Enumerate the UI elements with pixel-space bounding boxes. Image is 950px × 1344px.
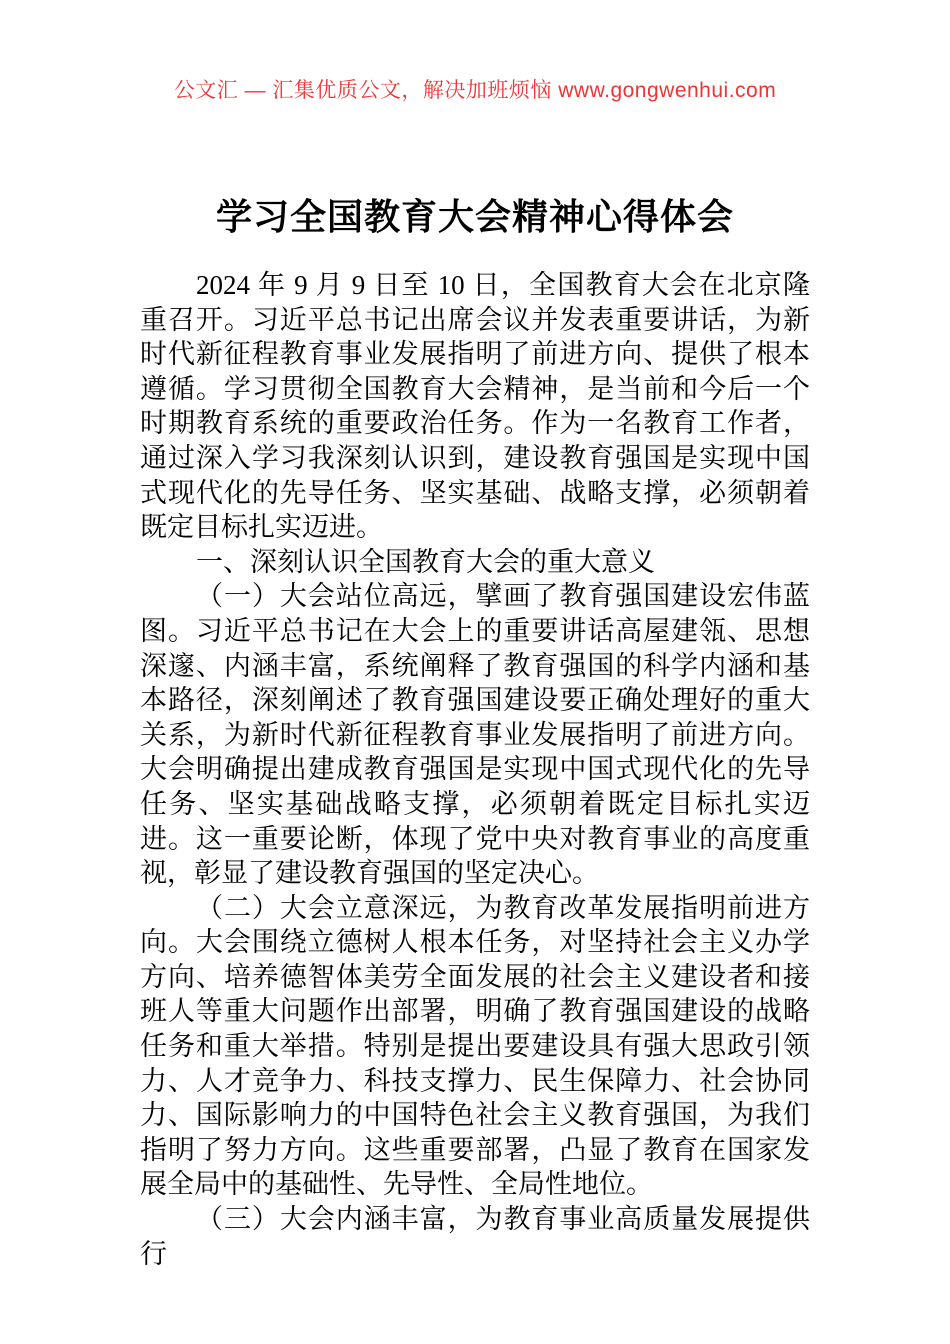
paragraph-point-1: （一）大会站位高远，擘画了教育强国建设宏伟蓝图。习近平总书记在大会上的重要讲话高屋建瓴、思想深邃、内涵丰富，系统阐释了教育强国的科学内涵和基本路径，深刻阐述了教育强国建设要正确处理好的重大关系，为新时代新征程教育事业发展指明了前进方向。大会明确提出建成教育强国是实现中国式现代化的先导任务、坚实基础战略支撑，必须朝着既定目标扎实迈进。这一重要论断，体现了党中央对教育事业的高度重视，彰显了建设教育强国的坚定决心。 bbox=[140, 581, 810, 889]
document-body bbox=[140, 268, 810, 1271]
paragraph-intro: 2024 年 9 月 9 日至 10 日，全国教育大会在北京隆重召开。习近平总书记出席会议并发表重要讲话，为新时代新征程教育事业发展指明了前进方向、提供了根本遵循。学习贯彻全国教育大会精神，是当前和今后一个时期教育系统的重要政治任务。作为一名教育工作者，通过深入学习我深刻认识到，建设教育强国是实现中国式现代化的先导任务、坚实基础、战略支撑，必须朝着既定目标扎实迈进。 bbox=[140, 270, 810, 543]
document-title: 学习全国教育大会精神心得体会 bbox=[215, 196, 734, 238]
paragraph-point-2: （二）大会立意深远，为教育改革发展指明前进方向。大会围绕立德树人根本任务，对坚持社会主义办学方向、培养德智体美劳全面发展的社会主义建设者和接班人等重大问题作出部署，明确了教育强国建设的战略任务和重大举措。特别是提出要建设具有强大思政引领力、人才竞争力、科技支撑力、民生保障力、社会协同力、国际影响力的中国特色社会主义教育强国，为我们指明了努力方向。这些重要部署，凸显了教育在国家发展全局中的基础性、先导性、全局性地位。 bbox=[140, 892, 810, 1200]
section-heading-1: 一、深刻认识全国教育大会的重大意义 bbox=[196, 546, 655, 577]
watermark-header: 公文汇 — 汇集优质公文，解决加班烦恼 www.gongwenhui.com bbox=[173, 79, 777, 102]
paragraph-point-3-truncated: （三）大会内涵丰富，为教育事业高质量发展提供行 bbox=[140, 1204, 810, 1269]
